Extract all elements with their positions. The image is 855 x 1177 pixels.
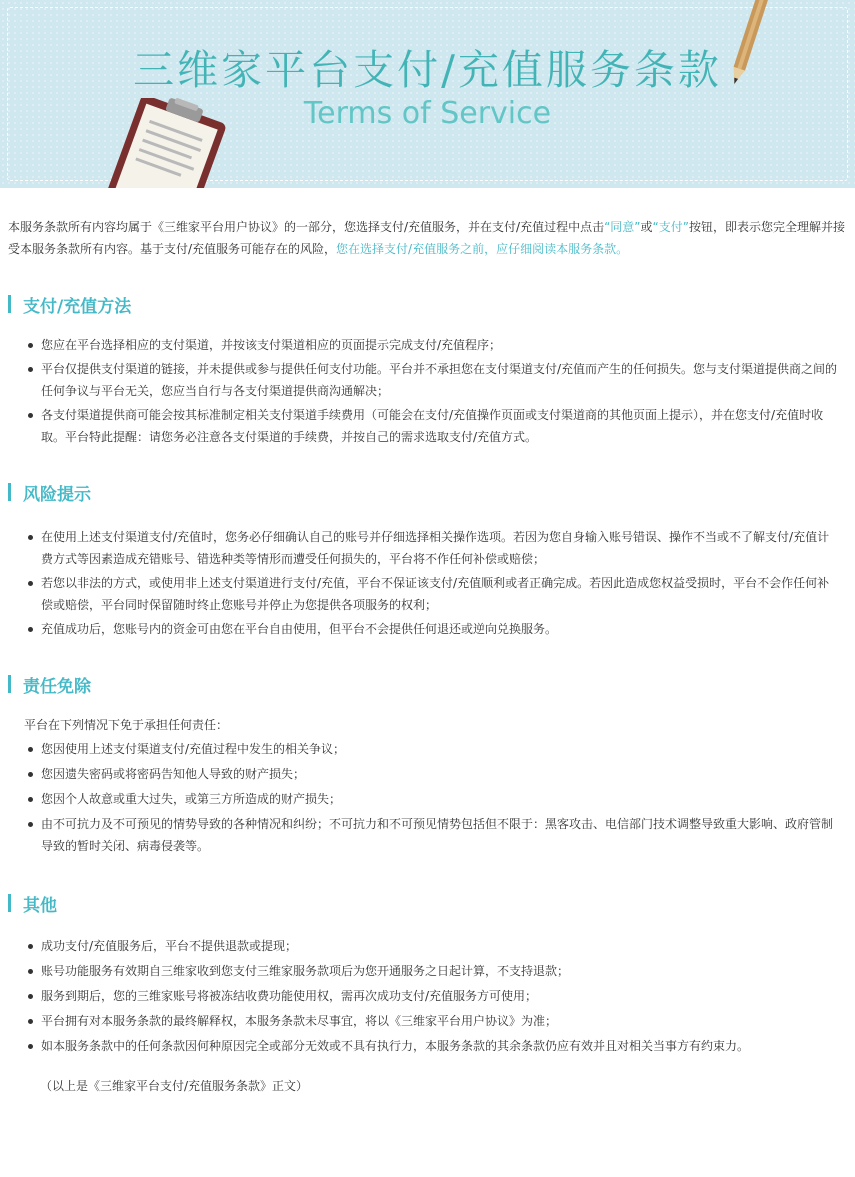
intro-warning: 您在选择支付/充值服务之前，应仔细阅读本服务条款。 [336,242,629,256]
intro-text-2: 按钮，即表示您完全理解并接受本服务条款所有内容。基于支付/充值服务可能存在的风险， [8,220,845,256]
intro-paragraph [8,216,847,260]
intro-agree-highlight: “同意” [604,220,641,234]
intro-pay-highlight: “支付” [652,220,689,234]
list-item: 成功支付/充值服务后，平台不提供退款或提现； [28,935,841,957]
section-title-payment [8,292,855,316]
section-title-risk [8,480,855,504]
section-risk [0,480,855,640]
list-item: 服务到期后，您的三维家账号将被冻结收费功能使用权，需再次成功支付/充值服务方可使用； [28,985,841,1007]
list-item: 您应在平台选择相应的支付渠道，并按该支付渠道相应的页面提示完成支付/充值程序； [28,334,841,356]
list-item: 若您以非法的方式，或使用非上述支付渠道进行支付/充值，平台不保证该支付/充值顺利或者正确完成。若因此造成您权益受损时，平台不会作任何补偿或赔偿，平台同时保留随时终止您账号并停止为您提供各项服务的权利； [28,572,841,616]
payment-list [0,334,855,448]
list-item: 由不可抗力及不可预见的情势导致的各种情况和纠纷；不可抗力和不可预见情势包括但不限于：黑客攻击、电信部门技术调整导致重大影响、政府管制导致的暂时关闭、病毒侵袭等。 [28,813,841,857]
liability-lead: 平台在下列情况下免于承担任何责任： [24,718,229,732]
liability-list [0,738,855,857]
footer-note: （以上是《三维家平台支付/充值服务条款》正文） [40,1079,309,1093]
list-item: 各支付渠道提供商可能会按其标准制定相关支付渠道手续费用（可能会在支付/充值操作页面或支付渠道商的其他页面上提示），并在您支付/充值时收取。平台特此提醒：请您务必注意各支付渠道的手续费，并按自己的需求选取支付/充值方式。 [28,404,841,448]
list-item: 您因使用上述支付渠道支付/充值过程中发生的相关争议； [28,738,841,760]
list-item: 如本服务条款中的任何条款因何种原因完全或部分无效或不具有执行力，本服务条款的其余条款仍应有效并且对相关当事方有约束力。 [28,1035,841,1057]
section-title-text: 风险提示 [23,484,91,505]
section-title-text: 其他 [23,895,57,916]
page-title: 三维家平台支付/充值服务条款 [133,46,722,94]
other-list [0,935,855,1057]
intro-text-1: 本服务条款所有内容均属于《三维家平台用户协议》的一部分，您选择支付/充值服务，并在支付/充值过程中点击 [8,220,605,234]
list-item: 您因遗失密码或将密码告知他人导致的财产损失； [28,763,841,785]
intro-or: 或 [640,220,653,234]
list-item: 充值成功后，您账号内的资金可由您在平台自由使用，但平台不会提供任何退还或逆向兑换服务。 [28,618,841,640]
section-title-other [8,891,855,915]
section-bar [8,483,11,501]
risk-list [0,526,855,640]
section-bar [8,894,11,912]
section-payment [0,292,855,448]
section-bar [8,295,11,313]
list-item: 平台仅提供支付渠道的链接，并未提供或参与提供任何支付功能。平台并不承担您在支付渠道支付/充值而产生的任何损失。您与支付渠道提供商之间的任何争议与平台无关，您应当自行与各支付渠道提供商沟通解决； [28,358,841,402]
section-bar [8,675,11,693]
page-subtitle: Terms of Service [303,96,552,131]
section-liability [0,672,855,857]
header-banner [0,0,855,188]
list-item: 平台拥有对本服务条款的最终解释权，本服务条款未尽事宜，将以《三维家平台用户协议》为准； [28,1010,841,1032]
section-other [0,891,855,1057]
section-title-liability [8,672,855,696]
section-title-text: 责任免除 [23,676,91,697]
list-item: 在使用上述支付渠道支付/充值时，您务必仔细确认自己的账号并仔细选择相关操作选项。若因为您自身输入账号错误、操作不当或不了解支付/充值计费方式等因素造成充错账号、错选种类等情形而遭受任何损失的，平台将不作任何补偿或赔偿； [28,526,841,570]
list-item: 账号功能服务有效期自三维家收到您支付三维家服务款项后为您开通服务之日起计算，不支持退款； [28,960,841,982]
list-item: 您因个人故意或重大过失，或第三方所造成的财产损失； [28,788,841,810]
section-title-text: 支付/充值方法 [23,296,132,317]
